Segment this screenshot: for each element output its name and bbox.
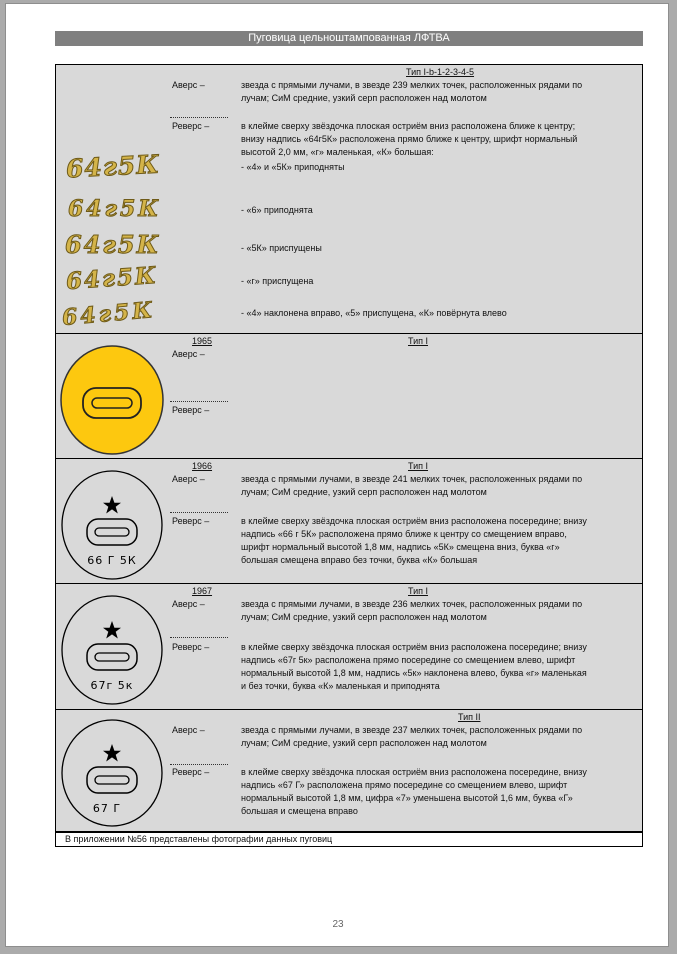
stamp-photo-variant-5: 64г5К xyxy=(61,296,157,332)
revers-text-line: в клейме сверху звёздочка плоская остриём вниз расположена посередине; внизу xyxy=(241,642,587,652)
revers-label: Реверс – xyxy=(172,121,210,131)
cartouche-inner xyxy=(95,528,129,536)
revers-text-line: высотой 2,0 мм, «г» маленькая, «К» большая: xyxy=(241,147,434,157)
cartouche-inner xyxy=(95,776,129,784)
label-divider xyxy=(170,637,228,638)
revers-text-line: шрифт нормальный высотой 1,8 мм, надпись «5К» смещена вниз, буква «г» xyxy=(241,542,560,552)
label-divider xyxy=(170,512,228,513)
type-label: Тип I-b-1-2-3-4-5 xyxy=(406,67,475,77)
variant-text: - «4» и «5К» приподняты xyxy=(241,162,345,172)
variant-text: - «4» наклонена вправо, «5» приспущена, «К» повёрнута влево xyxy=(241,308,507,318)
button-drawing-1967 xyxy=(59,593,165,707)
button-image-yellow xyxy=(59,344,165,456)
revers-text-line: в клейме сверху звёздочка плоская остриём вниз расположена посередине; внизу xyxy=(241,516,587,526)
button-drawing-1966 xyxy=(59,468,165,582)
button-mark: 66 Г 5К xyxy=(87,554,137,567)
type-label: Тип I xyxy=(408,586,429,596)
avers-text-line: лучам; СиМ средние, узкий серп расположен над молотом xyxy=(241,93,487,103)
avers-label: Аверс – xyxy=(172,599,205,609)
revers-text-line: нормальный высотой 1,8 мм, надпись «5к» наклонена влево, буква «г» маленькая xyxy=(241,668,587,678)
revers-label: Реверс – xyxy=(172,767,210,777)
section-type-i-b xyxy=(55,64,643,334)
avers-text-line: звезда с прямыми лучами, в звезде 241 мелких точек, расположенных рядами по xyxy=(241,474,583,484)
button-face xyxy=(61,346,163,454)
label-divider xyxy=(170,764,228,765)
avers-label: Аверс – xyxy=(172,80,205,90)
revers-text-line: большая и смещена вправо xyxy=(241,806,358,816)
avers-text-line: лучам; СиМ средние, узкий серп расположен над молотом xyxy=(241,738,487,748)
revers-text-line: в клейме сверху звёздочка плоская остриём вниз расположена ближе к центру; xyxy=(241,121,576,131)
star-icon xyxy=(103,621,121,639)
year-label: 1965 xyxy=(192,336,213,346)
revers-text-line: в клейме сверху звёздочка плоская остриём вниз расположена посередине, внизу xyxy=(241,767,587,777)
avers-text-line: лучам; СиМ средние, узкий серп расположен над молотом xyxy=(241,612,487,622)
avers-text-line: звезда с прямыми лучами, в звезде 237 мелких точек, расположенных рядами по xyxy=(241,725,583,735)
variant-text: - «г» приспущена xyxy=(241,276,314,286)
revers-label: Реверс – xyxy=(172,516,210,526)
avers-label: Аверс – xyxy=(172,725,205,735)
revers-text-line: надпись «67г 5к» расположена прямо посередине со смещением влево, шрифт xyxy=(241,655,576,665)
section-1966 xyxy=(55,459,643,584)
stamp-photo-variant-4: 64г5К xyxy=(65,261,159,296)
revers-text-line: нормальный высотой 1,8 мм, цифра «7» уменьшена высотой 1,6 мм, буква «Г» xyxy=(241,793,573,803)
section-1967 xyxy=(55,584,643,710)
section-type-ii xyxy=(55,710,643,832)
type-label: Тип I xyxy=(408,336,429,346)
variant-text: - «5К» приспущены xyxy=(241,243,322,253)
label-divider xyxy=(170,401,228,402)
stamp-photo-variant-2: 64г5К xyxy=(68,196,162,222)
footer-note: В приложении №56 представлены фотографии данных пуговиц xyxy=(55,832,643,847)
stamp-photo-variant-3: 64г5К xyxy=(65,230,161,259)
star-icon xyxy=(103,496,121,514)
button-mark: 67г 5к xyxy=(90,679,134,692)
revers-text-line: большая смещена вправо без точки, буква «К» большая xyxy=(241,555,478,565)
revers-text-line: внизу надпись «64г5К» расположена прямо ближе к центру, шрифт нормальный xyxy=(241,134,578,144)
year-label: 1967 xyxy=(192,586,213,596)
page-title: Пуговица цельноштампованная ЛФТВА xyxy=(55,31,643,46)
cartouche-inner xyxy=(95,653,129,661)
page-number: 23 xyxy=(332,919,344,930)
avers-text-line: лучам; СиМ средние, узкий серп расположен над молотом xyxy=(241,487,487,497)
revers-text-line: надпись «67 Г» расположена прямо посередине со смещением влево, шрифт xyxy=(241,780,568,790)
section-1965 xyxy=(55,334,643,459)
revers-text-line: надпись «66 г 5К» расположена прямо ближе к центру со смещением вправо, xyxy=(241,529,567,539)
type-label: Тип II xyxy=(458,712,481,722)
button-mark: 67 Г xyxy=(92,802,122,815)
type-label: Тип I xyxy=(408,461,429,471)
variant-text: - «6» приподнята xyxy=(241,205,313,215)
revers-label: Реверс – xyxy=(172,405,210,415)
stamp-photo-variant-1: 64г5К xyxy=(65,149,161,184)
avers-label: Аверс – xyxy=(172,474,205,484)
label-divider xyxy=(170,117,228,118)
year-label: 1966 xyxy=(192,461,213,471)
revers-label: Реверс – xyxy=(172,642,210,652)
avers-text-line: звезда с прямыми лучами, в звезде 236 мелких точек, расположенных рядами по xyxy=(241,599,583,609)
button-drawing-type-ii xyxy=(59,717,165,829)
avers-label: Аверс – xyxy=(172,349,205,359)
star-icon xyxy=(103,744,121,762)
avers-text-line: звезда с прямыми лучами, в звезде 239 мелких точек, расположенных рядами по xyxy=(241,80,583,90)
revers-text-line: и без точки, буква «К» маленькая и приподнята xyxy=(241,681,440,691)
